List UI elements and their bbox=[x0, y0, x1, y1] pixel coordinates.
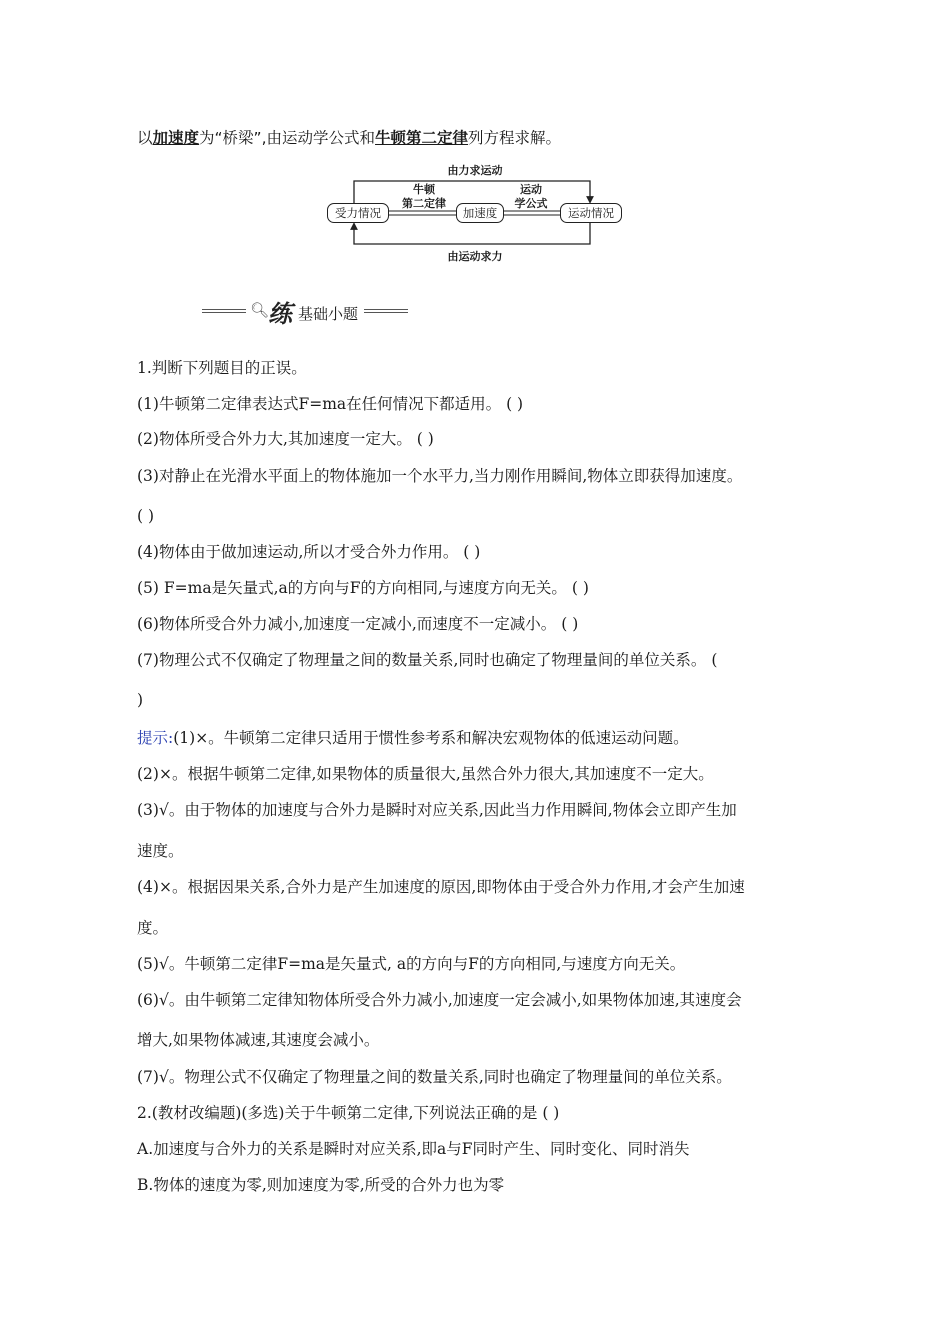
box-motion-condition: 运动情况 bbox=[560, 203, 622, 223]
label-kinematics-1: 运动 bbox=[520, 183, 542, 196]
question-1-item-3: (3)对静止在光滑水平面上的物体施加一个水平力,当力刚作用瞬间,物体立即获得加速度。 bbox=[137, 467, 743, 485]
intro-text-2: 为“桥梁”,由运动学公式和 bbox=[199, 129, 376, 147]
question-1-item-1: (1)牛顿第二定律表达式F=ma在任何情况下都适用。 ( ) bbox=[137, 395, 524, 413]
question-2-option-b: B.物体的速度为零,则加速度为零,所受的合外力也为零 bbox=[137, 1176, 505, 1194]
question-2-heading: 2.(教材改编题)(多选)关于牛顿第二定律,下列说法正确的是 ( ) bbox=[137, 1104, 560, 1122]
question-2-option-a: A.加速度与合外力的关系是瞬时对应关系,即a与F同时产生、同时变化、同时消失 bbox=[137, 1140, 690, 1158]
intro-bold-acceleration: 加速度 bbox=[152, 129, 200, 147]
label-force-to-motion: 由力求运动 bbox=[447, 164, 503, 177]
magnifier-icon: 🔍︎ bbox=[250, 301, 270, 319]
question-1-heading: 1.判断下列题目的正误。 bbox=[137, 359, 307, 377]
box-force-condition: 受力情况 bbox=[327, 203, 389, 223]
question-1-item-2: (2)物体所受合外力大,其加速度一定大。 ( ) bbox=[137, 430, 434, 448]
hint-line-6-cont: 增大,如果物体减速,其速度会减小。 bbox=[137, 1031, 380, 1049]
section-header bbox=[200, 296, 420, 326]
section-rule-right bbox=[364, 309, 408, 313]
box-acceleration: 加速度 bbox=[456, 203, 504, 223]
hint-text-1: (1)×。牛顿第二定律只适用于惯性参考系和解决宏观物体的低速运动问题。 bbox=[173, 729, 689, 747]
hint-line-6: (6)√。由牛顿第二定律知物体所受合外力减小,加速度一定会减小,如果物体加速,其速度会 bbox=[137, 991, 742, 1009]
label-motion-to-force: 由运动求力 bbox=[447, 250, 503, 263]
intro-text-1: 以 bbox=[137, 129, 153, 147]
label-newton-1: 牛顿 bbox=[413, 183, 435, 196]
hint-line-4-cont: 度。 bbox=[137, 919, 169, 937]
question-1-item-3-blank: ( ) bbox=[137, 507, 155, 525]
question-1-item-7-blank: ) bbox=[137, 691, 144, 709]
force-motion-diagram bbox=[322, 160, 627, 270]
question-1-item-5: (5) F=ma是矢量式,a的方向与F的方向相同,与速度方向无关。 ( ) bbox=[137, 579, 589, 597]
question-1-item-4: (4)物体由于做加速运动,所以才受合外力作用。 ( ) bbox=[137, 543, 481, 561]
hint-label: 提示: bbox=[137, 729, 174, 747]
hint-line-7: (7)√。物理公式不仅确定了物理量之间的数量关系,同时也确定了物理量间的单位关系。 bbox=[137, 1068, 732, 1086]
intro-sentence bbox=[137, 128, 561, 148]
question-1-item-7: (7)物理公式不仅确定了物理量之间的数量关系,同时也确定了物理量间的单位关系。 ( bbox=[137, 651, 718, 669]
label-newton-2: 第二定律 bbox=[402, 197, 446, 210]
intro-text-3: 列方程求解。 bbox=[468, 129, 562, 147]
practice-icon: 练 bbox=[268, 299, 292, 328]
hint-line-5: (5)√。牛顿第二定律F=ma是矢量式, a的方向与F的方向相同,与速度方向无关。 bbox=[137, 955, 686, 973]
question-1-item-6: (6)物体所受合外力减小,加速度一定减小,而速度不一定减小。 ( ) bbox=[137, 615, 579, 633]
hint-line-3-cont: 速度。 bbox=[137, 842, 184, 860]
hint-line-1 bbox=[137, 728, 689, 748]
hint-line-4: (4)×。根据因果关系,合外力是产生加速度的原因,即物体由于受合外力作用,才会产生加速 bbox=[137, 878, 745, 896]
section-rule-left bbox=[202, 309, 246, 313]
label-kinematics-2: 学公式 bbox=[514, 197, 548, 210]
hint-line-2: (2)×。根据牛顿第二定律,如果物体的质量很大,虽然合外力很大,其加速度不一定大。 bbox=[137, 765, 714, 783]
intro-bold-newton-law: 牛顿第二定律 bbox=[375, 129, 469, 147]
section-title: 基础小题 bbox=[298, 305, 359, 323]
hint-line-3: (3)√。由于物体的加速度与合外力是瞬时对应关系,因此当力作用瞬间,物体会立即产生加 bbox=[137, 801, 737, 819]
